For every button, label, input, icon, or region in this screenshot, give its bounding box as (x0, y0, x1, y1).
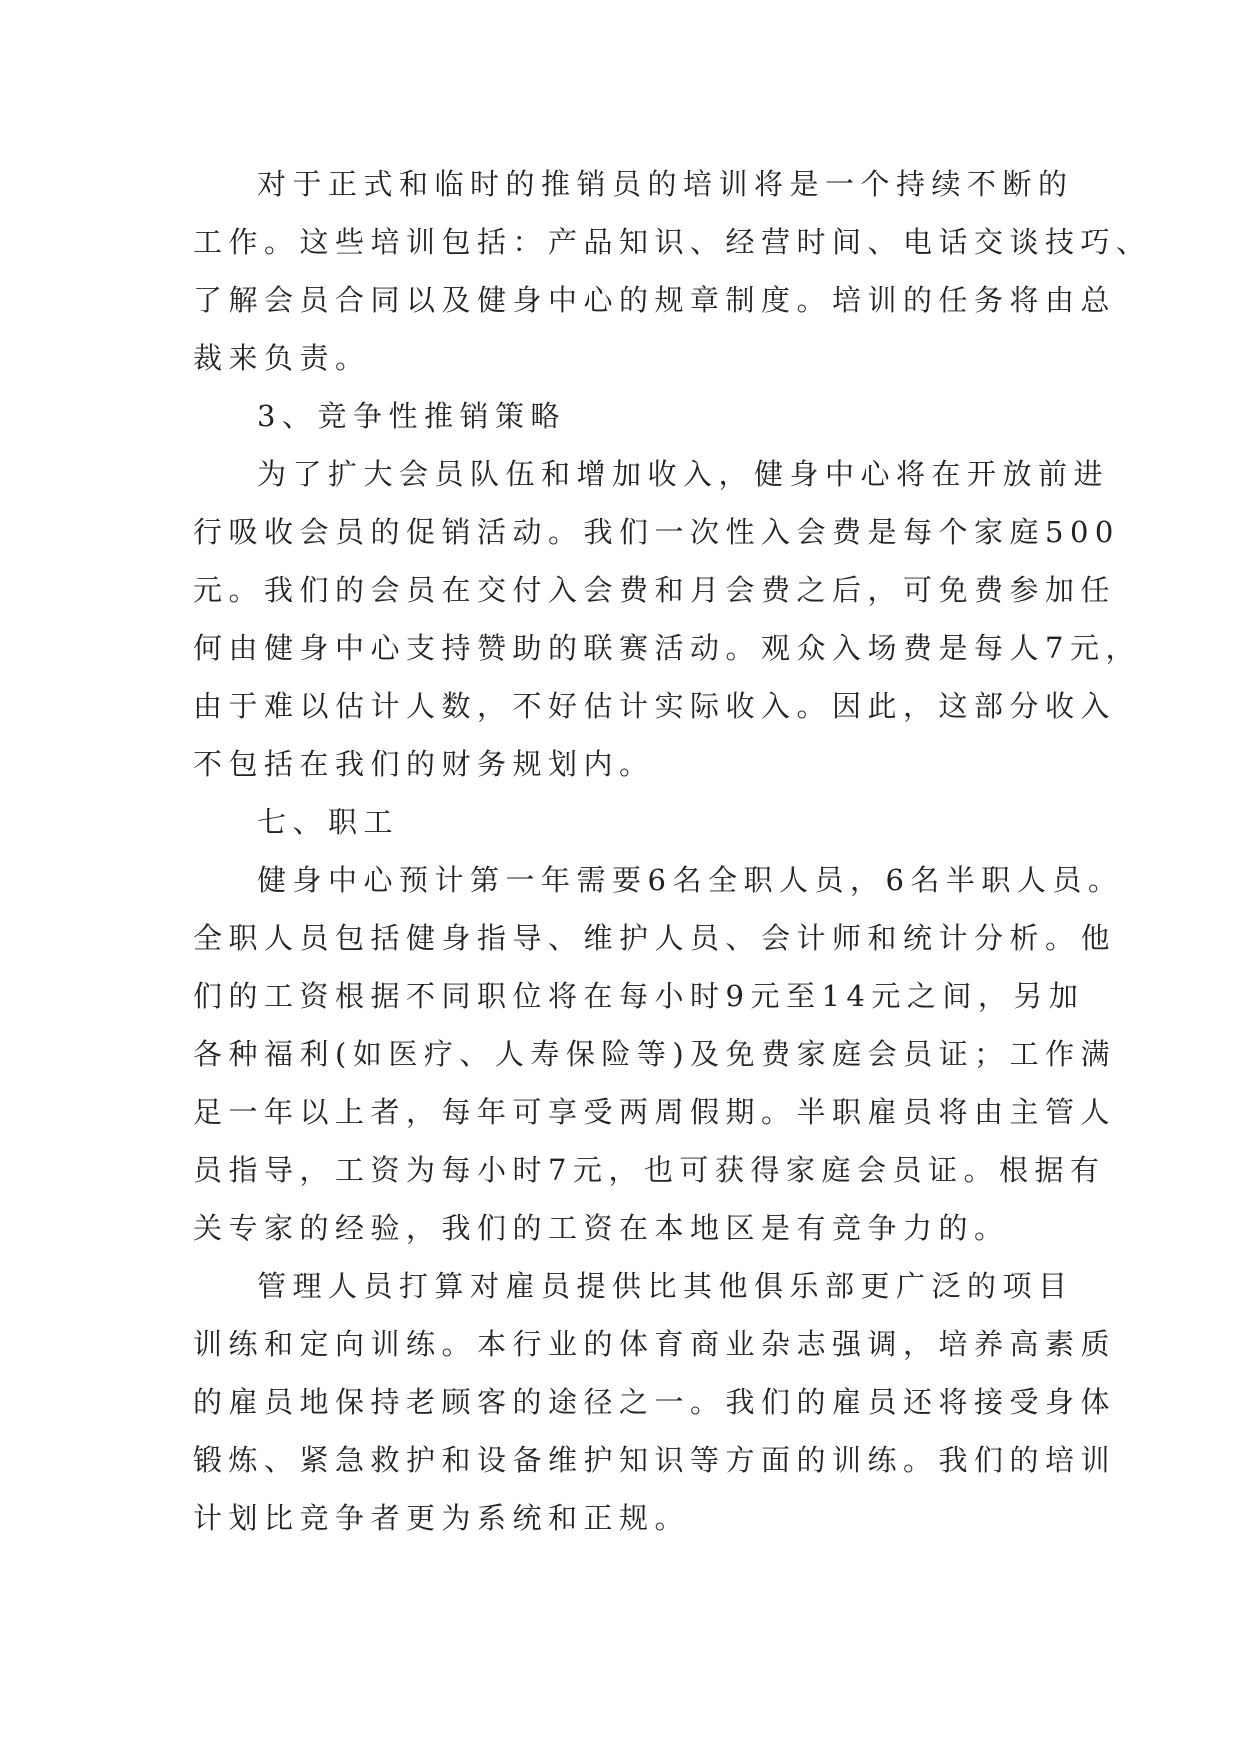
paragraph-line: 由于难以估计人数，不好估计实际收入。因此，这部分收入 (193, 689, 1117, 723)
section-heading: 七、职工 (257, 805, 400, 839)
paragraph-line: 行吸收会员的促销活动。我们一次性入会费是每个家庭500 (193, 515, 1120, 549)
paragraph-line: 管理人员打算对雇员提供比其他俱乐部更广泛的项目 (257, 1269, 1074, 1303)
paragraph-line: 何由健身中心支持赞助的联赛活动。观众入场费是每人7元， (193, 631, 1141, 665)
paragraph-line: 了解会员合同以及健身中心的规章制度。培训的任务将由总 (193, 283, 1117, 317)
document-body (193, 155, 1152, 1547)
paragraph-line: 元。我们的会员在交付入会费和月会费之后，可免费参加任 (193, 573, 1117, 607)
paragraph-line: 足一年以上者，每年可享受两周假期。半职雇员将由主管人 (193, 1095, 1117, 1129)
paragraph-line: 们的工资根据不同职位将在每小时9元至14元之间，另加 (193, 979, 1085, 1013)
section-heading: 3、竞争性推销策略 (257, 399, 566, 433)
paragraph-line: 各种福利(如医疗、人寿保险等)及免费家庭会员证；工作满 (193, 1037, 1117, 1071)
paragraph-line: 为了扩大会员队伍和增加收入，健身中心将在开放前进 (257, 457, 1110, 491)
paragraph-line: 裁来负责。 (193, 341, 371, 375)
paragraph-line: 全职人员包括健身指导、维护人员、会计师和统计分析。他 (193, 921, 1117, 955)
paragraph-line: 员指导，工资为每小时7元，也可获得家庭会员证。根据有 (193, 1153, 1106, 1187)
paragraph-line: 不包括在我们的财务规划内。 (193, 747, 655, 781)
paragraph-line: 训练和定向训练。本行业的体育商业杂志强调，培养高素质 (193, 1327, 1117, 1361)
paragraph-line: 工作。这些培训包括：产品知识、经营时间、电话交谈技巧、 (193, 225, 1152, 259)
paragraph-line: 关专家的经验，我们的工资在本地区是有竞争力的。 (193, 1211, 1010, 1245)
paragraph-line: 的雇员地保持老顾客的途径之一。我们的雇员还将接受身体 (193, 1385, 1117, 1419)
paragraph-line: 锻炼、紧急救护和设备维护知识等方面的训练。我们的培训 (193, 1443, 1117, 1477)
paragraph-line: 计划比竞争者更为系统和正规。 (193, 1501, 691, 1535)
paragraph-line: 健身中心预计第一年需要6名全职人员，6名半职人员。 (257, 863, 1124, 897)
paragraph-line: 对于正式和临时的推销员的培训将是一个持续不断的 (257, 167, 1074, 201)
